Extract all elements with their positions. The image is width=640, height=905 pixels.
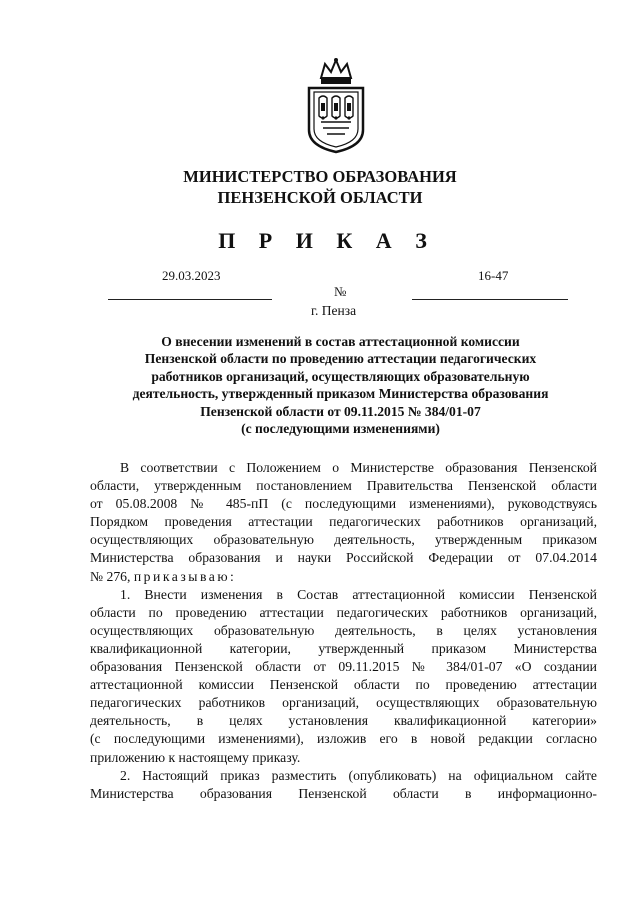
body-line: Министерства образования и науки Российской Федерации от 07.04.2014	[90, 550, 597, 566]
body-line: квалификационной категории, утвержденный приказом Министерства	[90, 640, 597, 656]
body-line: 1. Внести изменения в Состав аттестационной комиссии Пензенской	[120, 586, 597, 602]
body-line: осуществляющих образовательную деятельность, в целях установления	[90, 622, 597, 638]
body-line: 2. Настоящий приказ разместить (опубликовать) на официальном сайте	[120, 767, 597, 783]
body-line: (с последующими изменениями), изложив его в новой редакции согласно	[90, 731, 597, 747]
ministry-line-1: МИНИСТЕРСТВО ОБРАЗОВАНИЯ	[183, 167, 457, 186]
ministry-name	[0, 166, 640, 208]
order-subject	[88, 333, 593, 437]
date-underline	[108, 299, 272, 300]
order-number: 16-47	[478, 268, 509, 283]
subject-line: Пензенской области по проведению аттестации педагогических	[144, 351, 537, 367]
subject-line: работников организаций, осуществляющих образовательную	[151, 368, 530, 384]
body-line: деятельность, в целях установления квалификационной категории»	[90, 713, 597, 729]
body-line: области по проведению аттестации педагогических работников организаций,	[90, 604, 597, 620]
body-line: педагогических работников организаций, осуществляющих образовательную	[90, 695, 597, 711]
body-line: аттестационной комиссии Пензенской области по проведению аттестации	[90, 677, 597, 693]
number-sign: №	[334, 284, 347, 299]
order-body	[90, 459, 597, 803]
body-line: В соответствии с Положением о Министерстве образования Пензенской	[120, 460, 597, 475]
body-line: Порядком проведения аттестации педагогических работников организаций,	[90, 514, 597, 530]
ministry-line-2: ПЕНЗЕНСКОЙ ОБЛАСТИ	[217, 188, 423, 207]
coat-of-arms-icon	[303, 58, 369, 154]
order-date: 29.03.2023	[162, 268, 221, 283]
body-line: от 05.08.2008 № 485-пП (с последующими изменениями), руководствуясь	[90, 496, 597, 512]
number-underline	[412, 299, 568, 300]
subject-line: деятельность, утвержденный приказом Министерства образования	[132, 386, 549, 402]
subject-line: (с последующими изменениями)	[241, 421, 440, 437]
body-line: осуществляющих образовательную деятельность, утвержденным приказом	[90, 532, 597, 548]
order-directive: приказываю:	[133, 568, 237, 584]
body-line: приложению к настоящему приказу.	[90, 749, 301, 765]
subject-line: Пензенской области от 09.11.2015 № 384/01-07	[200, 403, 481, 419]
body-line: Министерства образования Пензенской области в информационно-	[90, 785, 597, 801]
body-line	[90, 568, 597, 586]
order-title: П Р И К А З	[218, 228, 436, 253]
subject-line: О внесении изменений в состав аттестационной комиссии	[161, 334, 520, 349]
body-line: образования Пензенской области от 09.11.2015 № 384/01-07 «О создании	[90, 659, 597, 675]
order-ref-number: № 276,	[90, 568, 134, 584]
city: г. Пенза	[311, 303, 357, 318]
body-line: области, утвержденным постановлением Правительства Пензенской области	[90, 478, 597, 494]
